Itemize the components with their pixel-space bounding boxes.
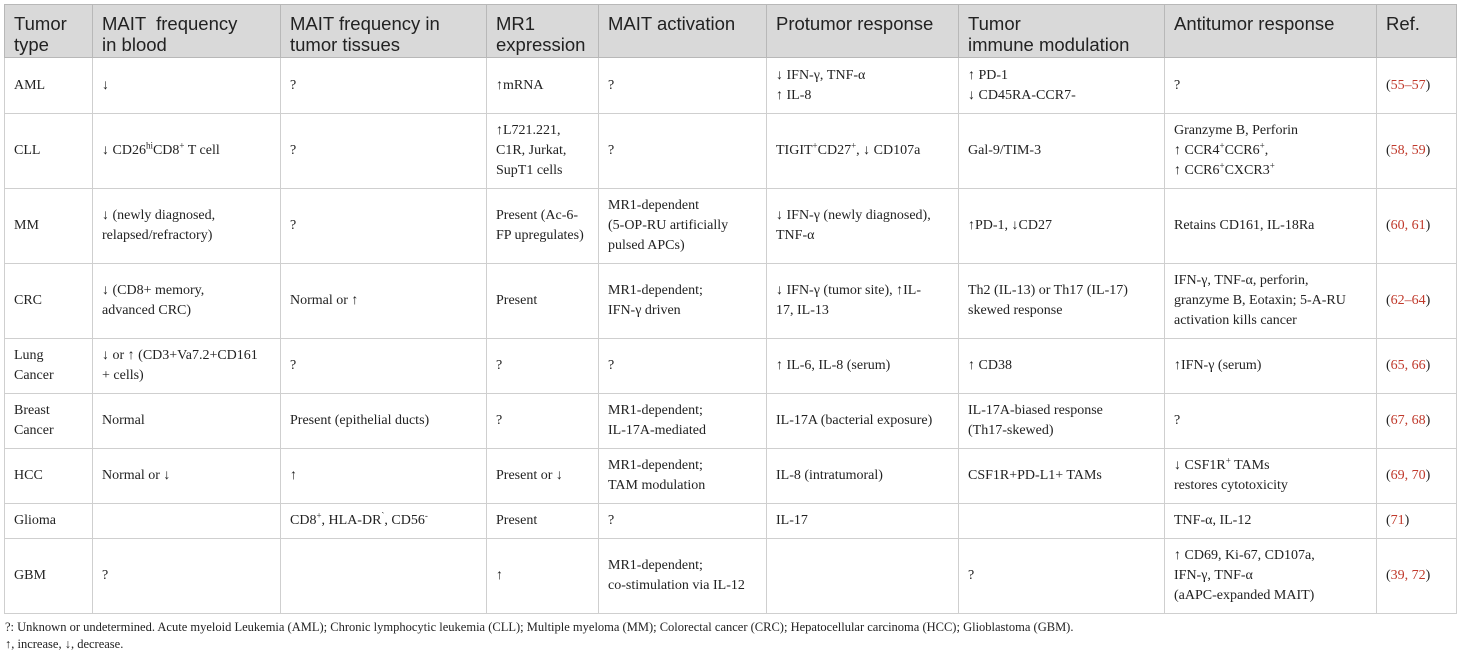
cell-blood: Normal or ↓ xyxy=(93,449,281,504)
table-row-hcc xyxy=(5,449,1457,504)
ref-link[interactable]: 55–57 xyxy=(1390,77,1426,93)
table-row-breast-cancer xyxy=(5,394,1457,449)
ref-link[interactable]: 71 xyxy=(1390,513,1405,528)
header-mait-activation: MAIT activation xyxy=(599,5,767,58)
cell-ref: (55–57) xyxy=(1377,58,1457,114)
cell-activation: ? xyxy=(599,504,767,539)
ref-link[interactable]: 69, 70 xyxy=(1390,468,1426,483)
cell-tumor-type: MM xyxy=(5,189,93,264)
cell-modulation: ↑ CD38 xyxy=(959,339,1165,394)
cell-tumor-type: Glioma xyxy=(5,504,93,539)
cell-blood: ↓ $CD26^{hi}CD8^+$ T cell xyxy=(93,114,281,189)
cell-protumor: TIGIT+CD27+, ↓ CD107a xyxy=(767,114,959,189)
cell-activation: ? xyxy=(599,58,767,114)
cell-blood xyxy=(93,504,281,539)
cell-ref: (60, 61) xyxy=(1377,189,1457,264)
table-container xyxy=(4,4,1456,653)
table-row-crc xyxy=(5,264,1457,339)
cell-mr1: ↑mRNA xyxy=(487,58,599,114)
cell-modulation: ↑ PD-1 ↓ CD45RA-CCR7- xyxy=(959,58,1165,114)
ref-link[interactable]: 67, 68 xyxy=(1390,413,1426,428)
table-row-lung-cancer xyxy=(5,339,1457,394)
header-tumor-immune-modulation: Tumor immune modulation xyxy=(959,5,1165,58)
cell-activation: MR1-dependent; TAM modulation xyxy=(599,449,767,504)
cell-protumor: ↓ IFN-γ (newly diagnosed), TNF-α xyxy=(767,189,959,264)
cell-mr1: Present xyxy=(487,504,599,539)
cell-tissue: ? xyxy=(281,114,487,189)
footnote-arrows: ↑, increase, ↓, decrease. xyxy=(5,637,124,651)
cell-antitumor: IFN-γ, TNF-α, perforin, granzyme B, Eotaxin; 5-A-RU activation kills cancer xyxy=(1165,264,1377,339)
table-row-mm xyxy=(5,189,1457,264)
cell-antitumor: Granzyme B, Perforin ↑ CCR4+CCR6+, ↑ CCR6+CXCR3+ xyxy=(1165,114,1377,189)
ref-link[interactable]: 65, 66 xyxy=(1390,358,1426,373)
cell-mr1: ? xyxy=(487,394,599,449)
cell-protumor: ↑ IL-6, IL-8 (serum) xyxy=(767,339,959,394)
cell-blood: Normal xyxy=(93,394,281,449)
ref-link[interactable]: 62–64 xyxy=(1390,293,1426,308)
cell-tissue: ↑ xyxy=(281,449,487,504)
ref-link[interactable]: 60, 61 xyxy=(1390,218,1426,233)
cell-modulation: Th2 (IL-13) or Th17 (IL-17) skewed response xyxy=(959,264,1165,339)
cell-blood: ↓ (newly diagnosed, relapsed/refractory) xyxy=(93,189,281,264)
cell-activation: MR1-dependent; co-stimulation via IL-12 xyxy=(599,539,767,614)
cell-tissue: CD8+, HLA-DR`, CD56- xyxy=(281,504,487,539)
cell-blood: ? xyxy=(93,539,281,614)
cell-tumor-type: CLL xyxy=(5,114,93,189)
cell-ref: (71) xyxy=(1377,504,1457,539)
cell-tissue: Normal or ↑ xyxy=(281,264,487,339)
cell-mr1: ↑L721.221, C1R, Jurkat, SupT1 cells xyxy=(487,114,599,189)
cell-modulation: ↑PD-1, ↓CD27 xyxy=(959,189,1165,264)
cell-tissue xyxy=(281,539,487,614)
table-row-cll xyxy=(5,114,1457,189)
cell-antitumor: ? xyxy=(1165,58,1377,114)
cell-activation: ? xyxy=(599,114,767,189)
table-row-aml xyxy=(5,58,1457,114)
cell-ref: (62–64) xyxy=(1377,264,1457,339)
cell-tumor-type: Breast Cancer xyxy=(5,394,93,449)
cell-modulation: ? xyxy=(959,539,1165,614)
cell-modulation: IL-17A-biased response (Th17-skewed) xyxy=(959,394,1165,449)
cell-ref: (67, 68) xyxy=(1377,394,1457,449)
cell-ref: (65, 66) xyxy=(1377,339,1457,394)
cell-mr1: Present (Ac-6- FP upregulates) xyxy=(487,189,599,264)
cell-modulation: Gal-9/TIM-3 xyxy=(959,114,1165,189)
cell-tissue: Present (epithelial ducts) xyxy=(281,394,487,449)
mait-tumor-table xyxy=(4,4,1457,614)
header-ref: Ref. xyxy=(1377,5,1457,58)
cell-ref: (69, 70) xyxy=(1377,449,1457,504)
cell-modulation xyxy=(959,504,1165,539)
cell-mr1: ? xyxy=(487,339,599,394)
footnote-abbreviations: ?: Unknown or undetermined. Acute myeloid Leukemia (AML); Chronic lymphocytic leukemia (CLL); Multiple myeloma (MM); Colorectal cancer (CRC); Hepatocellular carcinoma (HCC); Glioblastoma (GBM). xyxy=(5,620,1074,634)
table-footnotes xyxy=(4,619,1456,653)
cell-antitumor: ↑IFN-γ (serum) xyxy=(1165,339,1377,394)
cell-blood: ↓ or ↑ (CD3+Va7.2+CD161 + cells) xyxy=(93,339,281,394)
ref-link[interactable]: 58, 59 xyxy=(1390,143,1426,158)
cell-tumor-type: CRC xyxy=(5,264,93,339)
header-row xyxy=(5,5,1457,58)
header-tumor-type: Tumor type xyxy=(5,5,93,58)
cell-protumor: ↓ IFN-γ (tumor site), ↑IL- 17, IL-13 xyxy=(767,264,959,339)
cell-mr1: Present or ↓ xyxy=(487,449,599,504)
header-mait-tissue: MAIT frequency in tumor tissues xyxy=(281,5,487,58)
cell-tumor-type: HCC xyxy=(5,449,93,504)
cell-tissue: ? xyxy=(281,58,487,114)
cell-activation: MR1-dependent (5-OP-RU artificially pulsed APCs) xyxy=(599,189,767,264)
cell-antitumor: ? xyxy=(1165,394,1377,449)
cell-mr1: Present xyxy=(487,264,599,339)
cell-activation: MR1-dependent; IFN-γ driven xyxy=(599,264,767,339)
cell-antitumor: Retains CD161, IL-18Ra xyxy=(1165,189,1377,264)
cell-activation: MR1-dependent; IL-17A-mediated xyxy=(599,394,767,449)
header-mr1-expression: MR1 expression xyxy=(487,5,599,58)
cell-ref: (39, 72) xyxy=(1377,539,1457,614)
cell-tumor-type: GBM xyxy=(5,539,93,614)
header-mait-blood: MAIT frequency in blood xyxy=(93,5,281,58)
cell-mr1: ↑ xyxy=(487,539,599,614)
cell-tissue: ? xyxy=(281,339,487,394)
cell-blood: ↓ xyxy=(93,58,281,114)
cell-ref: (58, 59) xyxy=(1377,114,1457,189)
table-row-glioma xyxy=(5,504,1457,539)
header-protumor-response: Protumor response xyxy=(767,5,959,58)
cell-antitumor: TNF-α, IL-12 xyxy=(1165,504,1377,539)
cell-antitumor: ↑ CD69, Ki-67, CD107a, IFN-γ, TNF-α (aAPC-expanded MAIT) xyxy=(1165,539,1377,614)
cell-protumor: IL-17A (bacterial exposure) xyxy=(767,394,959,449)
cell-tissue: ? xyxy=(281,189,487,264)
ref-link[interactable]: 39, 72 xyxy=(1390,568,1426,583)
table-row-gbm xyxy=(5,539,1457,614)
cell-protumor: IL-8 (intratumoral) xyxy=(767,449,959,504)
cell-tumor-type: Lung Cancer xyxy=(5,339,93,394)
cell-blood: ↓ (CD8+ memory, advanced CRC) xyxy=(93,264,281,339)
cell-activation: ? xyxy=(599,339,767,394)
cell-tumor-type: AML xyxy=(5,58,93,114)
header-antitumor-response: Antitumor response xyxy=(1165,5,1377,58)
cell-protumor: ↓ IFN-γ, TNF-α ↑ IL-8 xyxy=(767,58,959,114)
cell-protumor xyxy=(767,539,959,614)
cell-protumor: IL-17 xyxy=(767,504,959,539)
cell-antitumor: ↓ CSF1R+ TAMs restores cytotoxicity xyxy=(1165,449,1377,504)
cell-modulation: CSF1R+PD-L1+ TAMs xyxy=(959,449,1165,504)
